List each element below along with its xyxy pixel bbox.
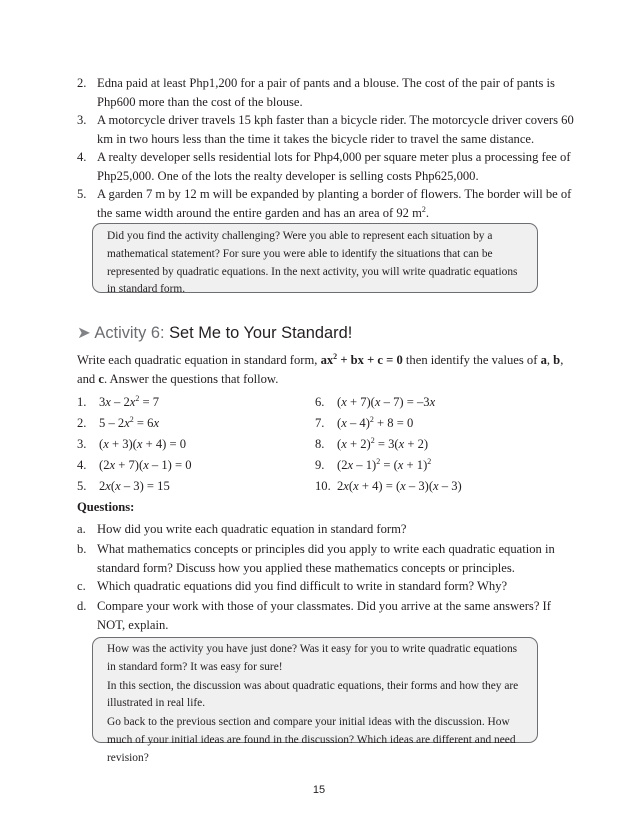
reflection-box — [92, 223, 538, 296]
question-letter: d. — [77, 599, 87, 613]
questions-heading: Questions: — [77, 500, 135, 514]
problem-number: 2. — [77, 76, 87, 90]
equation-item: 5. 2x(x – 3) = 15 — [77, 479, 170, 493]
problem-number: 3. — [77, 113, 87, 127]
equation-item: 3. (x + 3)(x + 4) = 0 — [77, 437, 187, 451]
activity-heading — [77, 322, 352, 344]
problem-item — [77, 148, 577, 185]
equation-item: 4. (2x + 7)(x – 1) = 0 — [77, 458, 192, 472]
problem-text: A motorcycle driver travels 15 kph faster than a bicycle rider. The motorcycle driver covers 60 km in two hours less than the time it takes the bicycle rider to travel the same distance. — [97, 113, 574, 146]
question-text: What mathematics concepts or principles did you apply to write each quadratic equation in standard form? Discuss how you applied these mathematics concepts or principles. — [97, 542, 555, 575]
reflection-text: In this section, the discussion was about quadratic equations, their forms and how they are illustrated in real life. — [107, 679, 519, 710]
equation-item: 2. $5 - 2x^2 = 6x$ — [77, 414, 160, 430]
question-item — [77, 597, 567, 634]
equation-item: 7. (x – 4)$^2$ + 8 = 0 — [315, 414, 414, 430]
problem-item — [77, 185, 577, 222]
question-item — [77, 540, 567, 577]
equation-item: 10. 2x(x + 4) = (x – 3)(x – 3) — [315, 479, 462, 493]
reflection-text: Did you find the activity challenging? Were you able to represent each situation by a mathematical statement? For sure you were able to identify the situations that can be represented by quadratic equations. In the next activity, you will write quadratic equations in standard form. — [107, 230, 518, 296]
problem-text: Edna paid at least Php1,200 for a pair of pants and a blouse. The cost of the pair of pants is Php600 more than the cost of the blouse. — [97, 76, 555, 109]
question-text: Compare your work with those of your classmates. Did you arrive at the same answers? If NOT, explain. — [97, 599, 551, 632]
arrow-icon: ➤ — [77, 324, 91, 342]
question-item — [77, 520, 567, 539]
problem-item — [77, 111, 577, 148]
problem-text: A realty developer sells residential lots for Php4,000 per square meter plus a processing fee of Php25,000. One of the lots the realty developer is selling costs Php625,000. — [97, 150, 571, 183]
problem-text: A garden 7 m by 12 m will be expanded by planting a border of flowers. The border will be of the same width around the entire garden and has an area of 92 $m^2$. — [97, 187, 572, 220]
equation-item: 1. $3x - 2x^2 = 7$ — [77, 393, 160, 409]
question-text: How did you write each quadratic equation in standard form? — [97, 522, 407, 536]
reflection-text: How was the activity you have just done? Was it easy for you to write quadratic equations in standard form? It was easy for sure! — [107, 643, 518, 673]
question-letter: a. — [77, 522, 86, 536]
activity-label: Activity 6: — [94, 324, 165, 342]
question-letter: b. — [77, 542, 87, 556]
question-text: Which quadratic equations did you find difficult to write in standard form? Why? — [97, 579, 508, 593]
activity-title: Set Me to Your Standard! — [169, 324, 353, 342]
reflection-text: Go back to the previous section and compare your initial ideas with the discussion. How much of your initial ideas are found in the discussion? Which ideas are different and need revision? — [107, 716, 516, 764]
page-number: 15 — [312, 784, 326, 796]
activity-instructions: Write each quadratic equation in standard form, $ax^2$ + bx + c = 0 then identify the values of a, b, and c. Answer the questions that follow. — [77, 351, 564, 386]
problem-number: 4. — [77, 150, 87, 164]
question-item — [77, 577, 567, 596]
equation-item: 8. $(x + 2)^2 = 3(x + 2)$ — [315, 435, 429, 451]
equation-item: 9. $(2x - 1)^2 = (x + 1)^2$ — [315, 456, 432, 472]
problem-number: 5. — [77, 187, 87, 201]
reflection-box — [92, 637, 538, 764]
problem-item — [77, 74, 577, 111]
equation-item: 6. (x + 7)(x – 7) = –3x — [315, 395, 436, 409]
question-letter: c. — [77, 579, 86, 593]
